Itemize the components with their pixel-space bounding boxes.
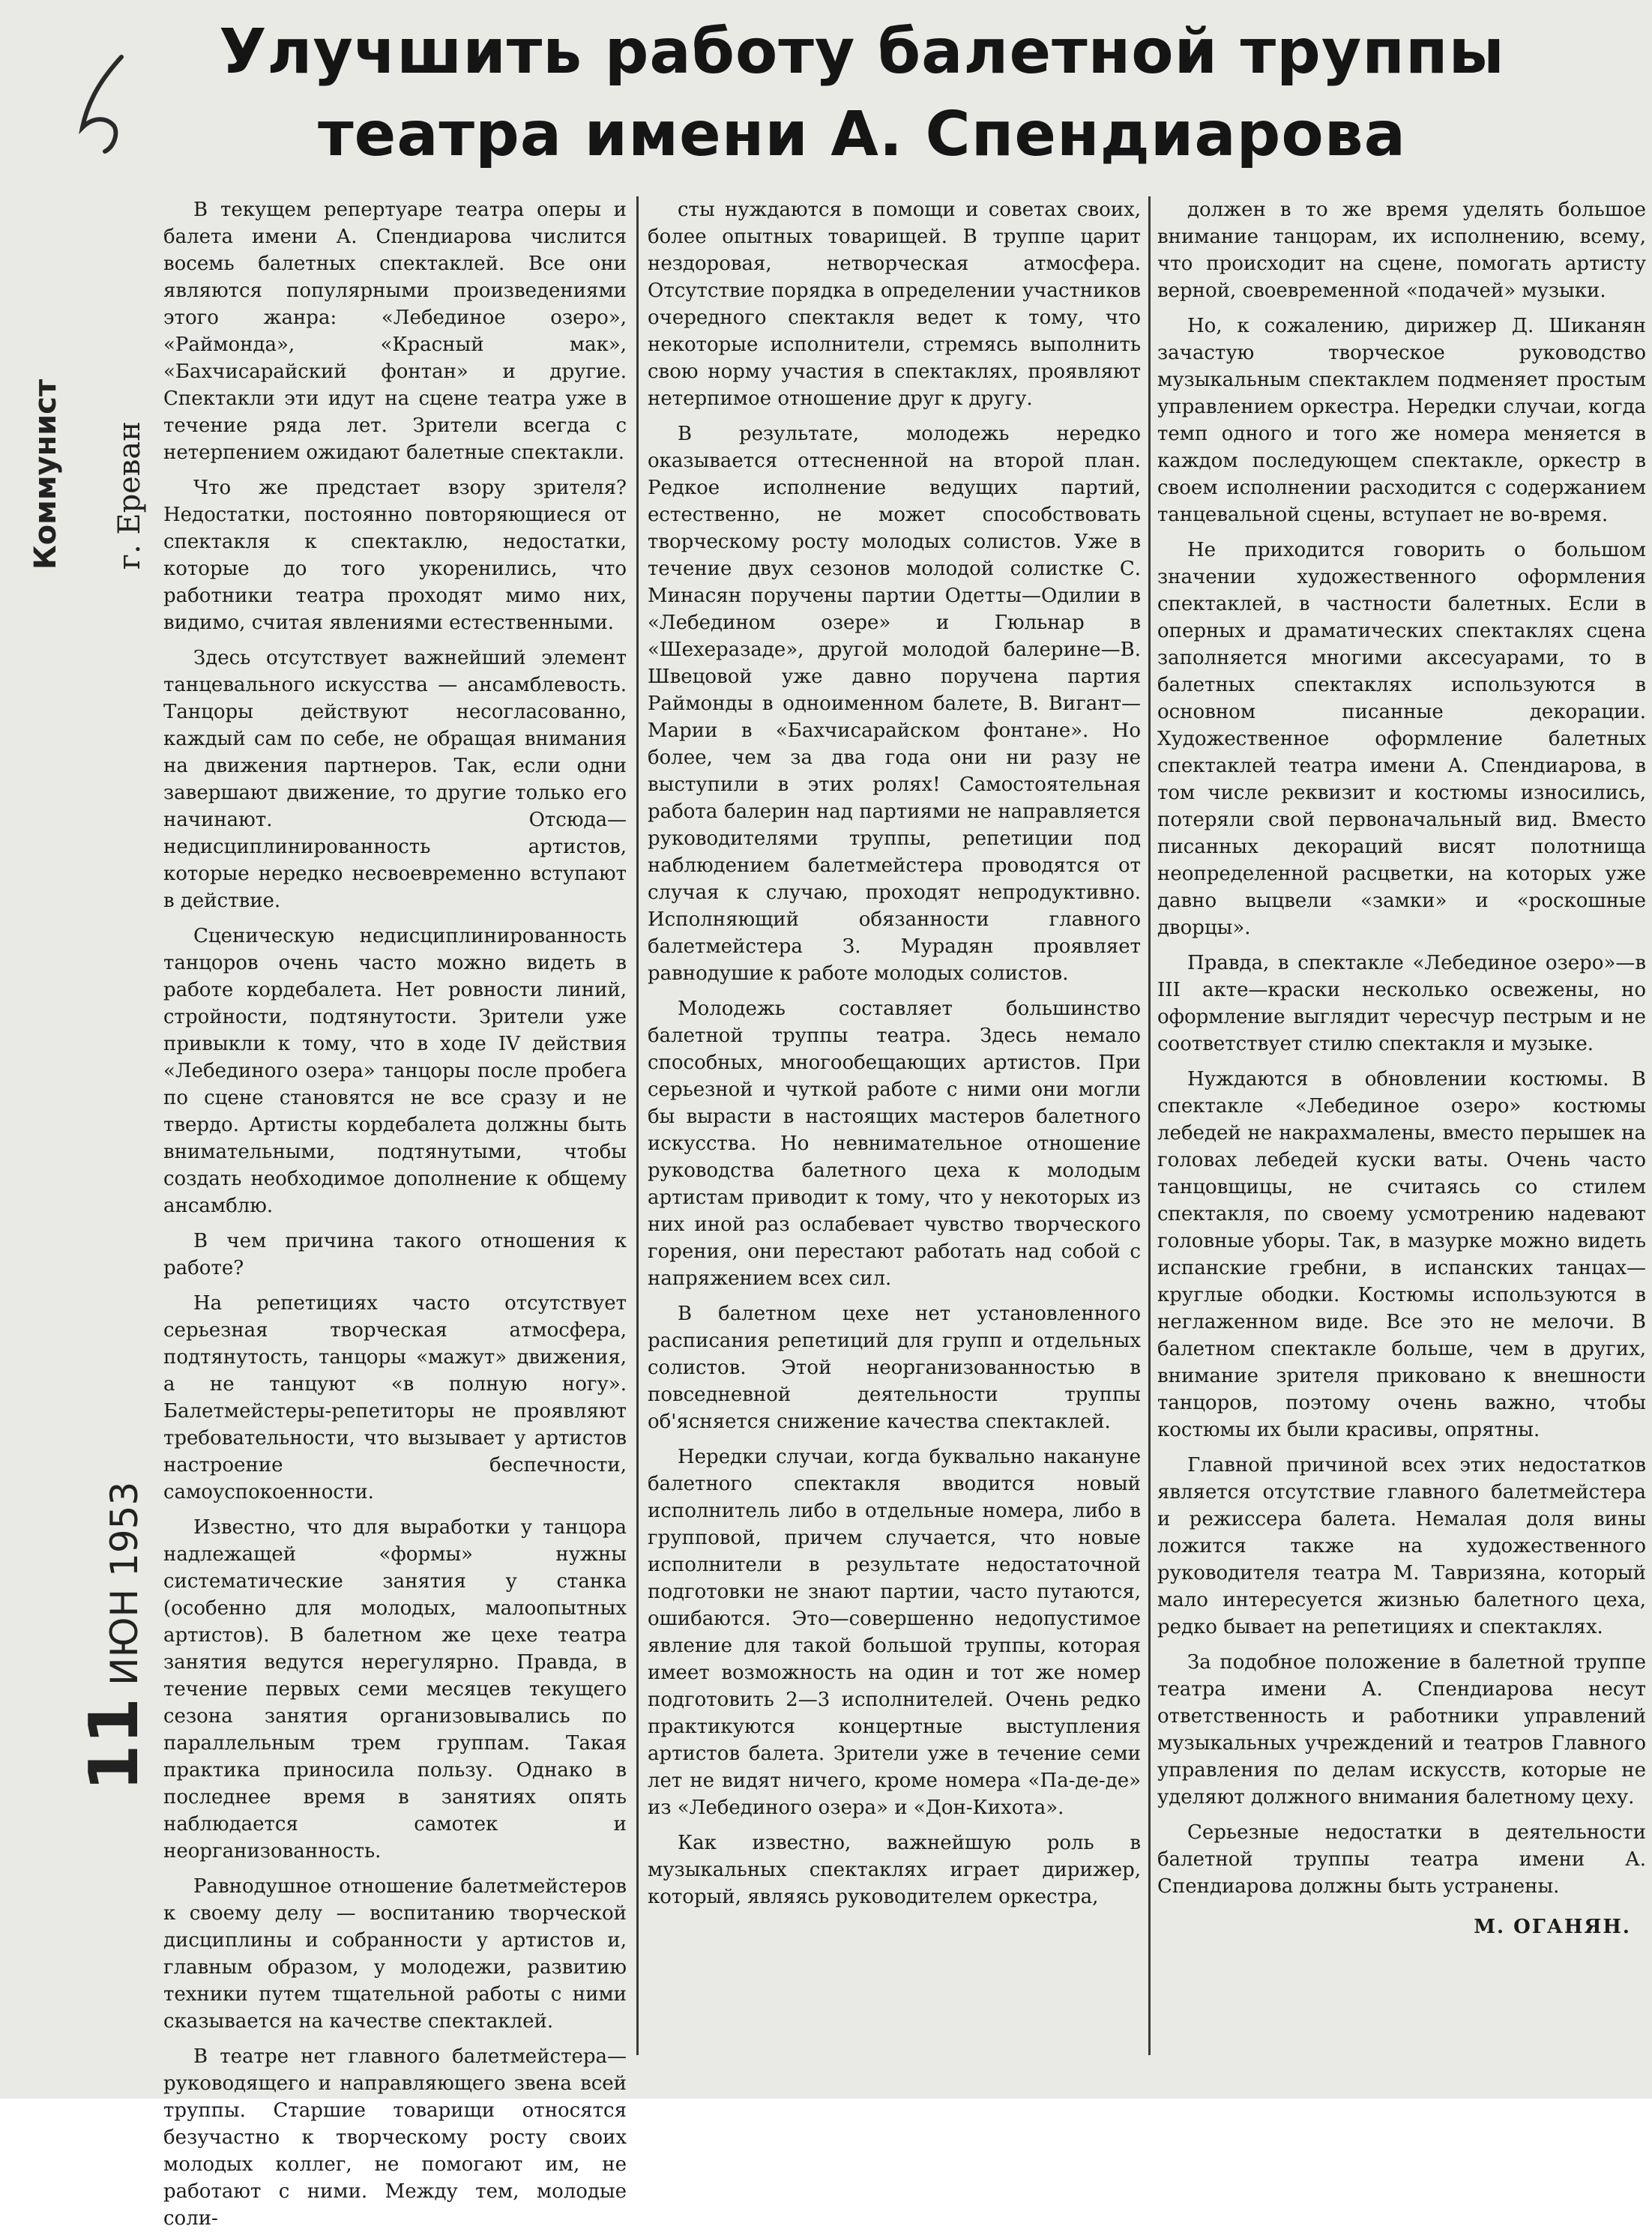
handwritten-archive-number <box>75 52 142 157</box>
column-rule <box>1148 196 1151 2055</box>
article-paragraph: сты нуждаются в помощи и советах своих, более опытных товарищей. В труппе царит нездоровая, нетворческая атмосфера. Отсутствие порядка в определении участников очередного спектакля ведет к тому, что некоторые исполнители, стремясь выполнить свою норму участия в спектаклях, проявляют нетерпимое отношение друг к другу. <box>648 199 1141 410</box>
article-paragraph: Молодежь составляет большинство балетной труппы театра. Здесь немало способных, многообещающих артистов. При серьезной и чуткой работе с ними они могли бы вырасти в настоящих мастеров балетного искусства. Но невнимательное отношение руководства балетного цеха к молодым артистам приводит к тому, что у некоторых из них иной раз ослабевает чувство творческого горения, они перестают работать над собой с напряжением всех сил. <box>648 998 1141 1290</box>
headline-line-2: театра имени А. Спендиарова <box>318 99 1406 170</box>
date-stamp-day: 11 <box>75 1697 154 1791</box>
article-paragraph: Правда, в спектакле «Лебединое озеро»—в III акте—краски несколько освежены, но оформление выглядит чересчур пестрым и не соответствует стилю спектакля и музыке. <box>1157 952 1646 1055</box>
article-paragraph: В чем причина такого отношения к работе? <box>163 1230 627 1279</box>
article-paragraph: Не приходится говорить о большом значении художественного оформления спектаклей, в частности балетных. Если в оперных и драматических спектаклях сцена заполняется многими аксесуарами, то в балетных спектаклях используются в основном писанные декорации. Художественное оформление балетных спектаклей театра имени А. Спендиарова, в том числе реквизит и костюмы износились, потеряли свой первоначальный вид. Вместо писанных декораций висят полотнища неопределенной расцветки, на которых уже давно выцвели «замки» и «роскошные дворцы». <box>1157 539 1646 939</box>
article-paragraph: За подобное положение в балетной труппе театра имени А. Спендиарова несут ответственность и работники управлений музыкальных учреждений и театров Главного управления по делам искусств, которые не уделяют должного внимания балетному цеху. <box>1157 1651 1646 1809</box>
column-rule <box>636 196 639 2055</box>
article-paragraph: В театре нет главного балетмейстера—руководящего и направляющего звена всей труппы. Старшие товарищи относятся безучастно к творческому росту своих молодых коллег, не помогают им, не работают с ними. Между тем, молодые соли- <box>163 2045 627 2230</box>
article-column-2 <box>648 196 1141 2055</box>
article-paragraph: Нередки случаи, когда буквально накануне балетного спектакля вводится новый исполнитель либо в отдельные номера, либо в групповой, причем случается, что новые исполнители в результате недостаточной подготовки не знают партии, часто путаются, ошибаются. Это—совершенно недопустимое явление для такой большой труппы, которая имеет возможность на один и тот же номер подготовить 2—3 исполнителей. Очень редко практикуются концертные выступления артистов балета. Зрители уже в течение семи лет не видят ничего, кроме номера «Па-де-де» из «Лебединого озера» и «Дон-Кихота». <box>648 1446 1141 1819</box>
article-paragraph: Серьезные недостатки в деятельности балетной труппы театра имени А. Спендиарова должны быть устранены. <box>1157 1821 1646 1898</box>
clipping-date-stamp <box>75 1482 154 1791</box>
article-paragraph: Равнодушное отношение балетмейстеров к своему делу — воспитанию творческой дисциплины и собранности у артистов и, главным образом, у молодежи, развитию техники путем тщательной работы с ними сказывается на качестве спектаклей. <box>163 1875 627 2033</box>
article-paragraph: Что же предстает взору зрителя? Недостатки, постоянно повторяющиеся от спектакля к спектаклю, недостатки, которые до того укоренились, что работники театра проходят мимо них, видимо, считая явлениями естественными. <box>163 477 627 634</box>
headline-line-1: Улучшить работу балетной труппы <box>219 16 1505 88</box>
article-paragraph: В результате, молодежь нередко оказывается оттесненной на второй план. Редкое исполнение ведущих партий, естественно, не может способствовать творческому росту молодых солистов. Уже в течение двух сезонов молодой солистке С. Минасян поручены партии Одетты—Одилии в «Лебедином озере» и Гюльнар в «Шехеразаде», другой молодой балерине—В. Швецовой уже давно поручена партия Раймонды в одноименном балете, В. Вигант—Марии в «Бахчисарайском фонтане». Но более, чем за два года они ни разу не выступили в этих ролях! Самостоятельная работа балерин над партиями не направляется руководителями труппы, репетиции под наблюдением балетмейстера проводятся от случая к случаю, проходят непродуктивно. Исполняющий обязанности главного балетмейстера З. Мурадян проявляет равнодушие к работе молодых солистов. <box>648 423 1141 985</box>
date-stamp-month-year: ИЮН 1953 <box>103 1481 146 1686</box>
newspaper-name: Коммунист <box>28 378 63 570</box>
article-paragraph: Нуждаются в обновлении костюмы. В спектакле «Лебединое озеро» костюмы лебедей не накрахмалены, вместо перышек на головах лебедей куски ваты. Очень часто танцовщицы, не считаясь со стилем спектакля, по своему усмотрению надевают головные уборы. Так, в мазурке можно видеть испанские гребни, в испанских танцах—круглые ободки. Костюмы используются в неглаженном виде. Все это не мелочи. В балетном спектакле больше, чем в других, внимание зрителя приковано к внешности танцоров, поэтому очень важно, чтобы костюмы их были красивы, опрятны. <box>1157 1068 1646 1441</box>
author-signature: М. ОГАНЯН. <box>1474 1916 1631 1938</box>
article-paragraph: Здесь отсутствует важнейший элемент танцевального искусства — ансамблевость. Танцоры действуют несогласованно, каждый сам по себе, не обращая внимания на движения партнеров. Так, если одни завершают движение, то другие только его начинают. Отсюда—недисциплинированность артистов, которые нередко несвоевременно вступают в действие. <box>163 647 627 912</box>
article-paragraph: На репетициях часто отсутствует серьезная творческая атмосфера, подтянутость, танцоры «мажут» движения, а не танцуют «в полную ногу». Балетмейстеры-репетиторы не проявляют требовательности, что вызывает у артистов настроение беспечности, самоуспокоенности. <box>163 1292 627 1503</box>
article-paragraph: Известно, что для выработки у танцора надлежащей «формы» нужны систематические занятия у станка (особенно для молодых, малоопытных артистов). В балетном же цехе театра занятия ведутся нерегулярно. Правда, в течение первых семи месяцев текущего сезона занятия организовывались по параллельным трем группам. Такая практика приносила пользу. Однако в последнее время в занятиях опять наблюдается самотек и неорганизованность. <box>163 1516 627 1862</box>
article-column-3 <box>1157 196 1646 2055</box>
article-paragraph: В балетном цехе нет установленного расписания репетиций для групп и отдельных солистов. Этой неорганизованностью в повседневной деятельности труппы об'ясняется снижение качества спектаклей. <box>648 1303 1141 1433</box>
article-paragraph: В текущем репертуаре театра оперы и балета имени А. Спендиарова числится восемь балетных спектаклей. Все они являются популярными произведениями этого жанра: «Лебединое озеро», «Раймонда», «Красный мак», «Бахчисарайский фонтан» и другие. Спектакли эти идут на сцене театра уже в течение ряда лет. Зрители всегда с нетерпением ожидают балетные спектакли. <box>163 199 627 464</box>
article-paragraph: Главной причиной всех этих недостатков является отсутствие главного балетмейстера и режиссера балета. Немалая доля вины ложится также на художественного руководителя театра М. Тавризяна, который мало интересуется жизнью балетного цеха, редко бывает на репетициях и спектаклях. <box>1157 1454 1646 1638</box>
article-column-1 <box>163 196 627 2230</box>
newspaper-city: г. Ереван <box>112 421 147 570</box>
article-paragraph: Сценическую недисциплинированность танцоров очень часто можно видеть в работе кордебалета. Нет ровности линий, стройности, подтянутости. Зрители уже привыкли к тому, что в ходе IV действия «Лебединого озера» танцоры после пробега по сцене становятся не все сразу и не твердо. Артисты кордебалета должны быть внимательными, подтянутыми, чтобы создать необходимое дополнение к общему ансамблю. <box>163 925 627 1217</box>
article-paragraph: Как известно, важнейшую роль в музыкальных спектаклях играет дирижер, который, являясь руководителем оркестра, <box>648 1832 1141 1908</box>
article-paragraph: должен в то же время уделять большое внимание танцорам, их исполнению, всему, что происходит на сцене, помогать артисту верной, своевременной «подачей» музыки. <box>1157 199 1646 302</box>
article-paragraph: Но, к сожалению, дирижер Д. Шиканян зачастую творческое руководство музыкальным спектаклем подменяет простым управлением оркестра. Нередки случаи, когда темп одного и того же номера меняется в каждом последующем спектакле, оркестр в своем исполнении расходится с содержанием танцевальной сцены, вступает не во-время. <box>1157 315 1646 526</box>
